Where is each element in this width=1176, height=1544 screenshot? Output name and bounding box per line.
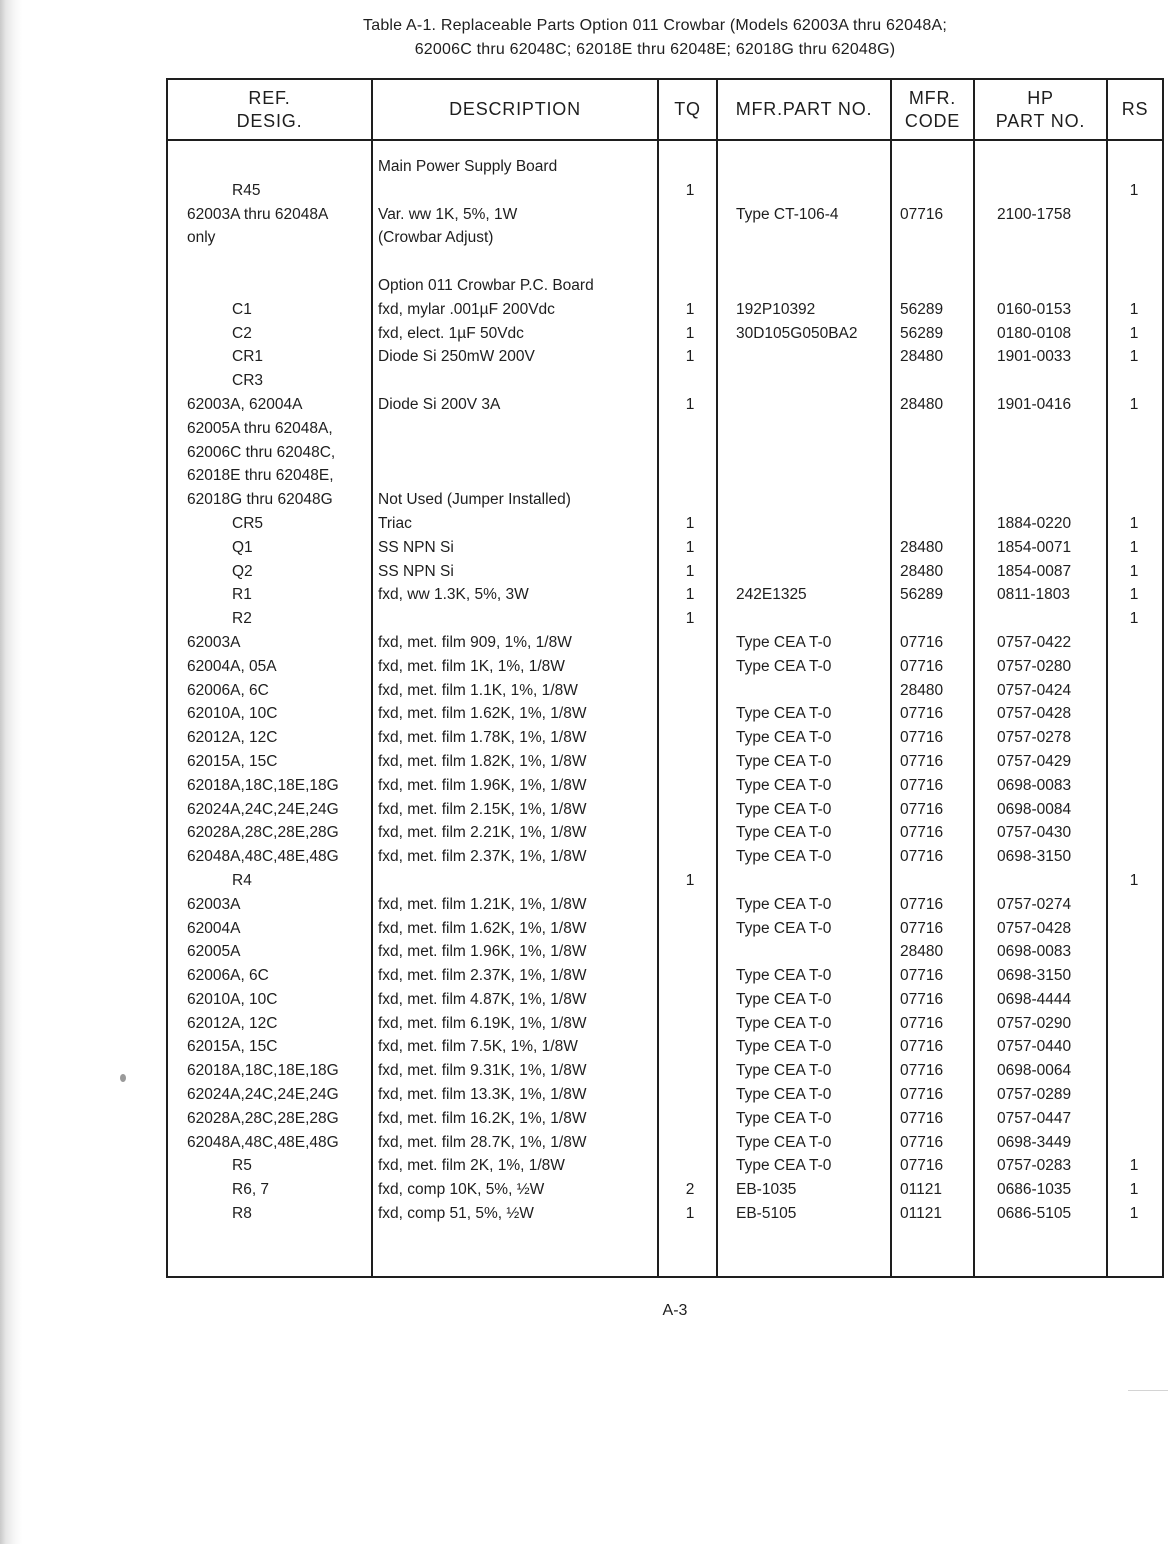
table-row (0, 464, 1176, 488)
ref-desig-cell: R5 (232, 1157, 252, 1175)
hp-part-cell: 0698-4444 (997, 990, 1072, 1008)
table-row (0, 345, 1176, 369)
table-row (0, 417, 1176, 441)
ref-desig-cell: R45 (232, 181, 261, 199)
mfr-part-cell: Type CEA T-0 (736, 729, 832, 747)
rs-cell: 1 (1129, 586, 1139, 604)
header-description-label: DESCRIPTION (449, 99, 581, 119)
mfr-code-cell: 28480 (900, 348, 944, 366)
ref-desig-cell: 62012A, 12C (187, 729, 278, 747)
description-cell: fxd, met. film 1.62K, 1%, 1/8W (378, 705, 587, 723)
table-row (0, 583, 1176, 607)
table-row (0, 1012, 1176, 1036)
hp-part-cell: 1854-0087 (997, 562, 1072, 580)
table-caption (240, 14, 1070, 62)
tq-cell: 1 (685, 562, 695, 580)
rs-cell: 1 (1129, 514, 1139, 532)
ref-desig-cell: 62010A, 10C (187, 705, 278, 723)
mfr-part-cell: Type CEA T-0 (736, 848, 832, 866)
table-row (0, 369, 1176, 393)
mfr-part-cell: EB-1035 (736, 1181, 797, 1199)
hp-part-cell: 0757-0422 (997, 633, 1072, 651)
description-cell: fxd, ww 1.3K, 5%, 3W (378, 586, 529, 604)
table-row (0, 1107, 1176, 1131)
table-row (0, 1178, 1176, 1202)
ref-desig-cell: R4 (232, 871, 252, 889)
ref-desig-cell: 62018A,18C,18E,18G (187, 776, 339, 794)
table-row (0, 821, 1176, 845)
hp-part-cell: 0698-0064 (997, 1062, 1072, 1080)
table-row (0, 536, 1176, 560)
hp-part-cell: 0698-3449 (997, 1133, 1072, 1151)
table-row (0, 702, 1176, 726)
mfr-code-cell: 28480 (900, 681, 944, 699)
table-row (0, 774, 1176, 798)
header-tq-label: TQ (674, 99, 701, 119)
rs-cell: 1 (1129, 538, 1139, 556)
mfr-code-cell: 56289 (900, 586, 944, 604)
table-row (0, 679, 1176, 703)
mfr-part-cell: Type CEA T-0 (736, 1157, 832, 1175)
hp-part-cell: 0757-0430 (997, 824, 1072, 842)
header-rs (1108, 80, 1162, 139)
description-cell: fxd, met. film 13.3K, 1%, 1/8W (378, 1086, 587, 1104)
ref-desig-cell: CR3 (232, 372, 264, 390)
mfr-part-cell: Type CEA T-0 (736, 752, 832, 770)
mfr-code-cell: 28480 (900, 538, 944, 556)
table-row (0, 512, 1176, 536)
mfr-code-cell: 07716 (900, 848, 944, 866)
table-row (0, 1202, 1176, 1226)
ref-desig-cell: 62005A (187, 943, 241, 961)
ref-desig-cell: R6, 7 (232, 1181, 270, 1199)
ref-desig-cell: 62005A thru 62048A, (187, 419, 333, 437)
description-cell: fxd, met. film 1.96K, 1%, 1/8W (378, 776, 587, 794)
ref-desig-cell: 62012A, 12C (187, 1014, 278, 1032)
mfr-code-cell: 07716 (900, 1086, 944, 1104)
table-row (0, 988, 1176, 1012)
table-row (0, 726, 1176, 750)
tq-cell: 1 (685, 324, 695, 342)
mfr-code-cell: 56289 (900, 300, 944, 318)
hp-part-cell: 0757-0274 (997, 895, 1072, 913)
mfr-code-cell: 07716 (900, 1014, 944, 1032)
description-cell: fxd, mylar .001µF 200Vdc (378, 300, 555, 318)
description-cell: fxd, met. film 2.21K, 1%, 1/8W (378, 824, 587, 842)
header-hp-line-2: PART NO. (995, 110, 1086, 131)
table-row (0, 250, 1176, 274)
mfr-code-cell: 07716 (900, 657, 944, 675)
rs-cell: 1 (1129, 300, 1139, 318)
hp-part-cell: 0757-0429 (997, 752, 1072, 770)
table-row (0, 203, 1176, 227)
ref-desig-cell: 62003A thru 62048A (187, 205, 329, 223)
mfr-code-cell: 07716 (900, 895, 944, 913)
hp-part-cell: 2100-1758 (997, 205, 1072, 223)
ref-desig-cell: CR1 (232, 348, 264, 366)
tq-cell: 1 (685, 1205, 695, 1223)
mfr-part-cell: Type CEA T-0 (736, 657, 832, 675)
table-row (0, 1083, 1176, 1107)
description-cell: fxd, met. film 7.5K, 1%, 1/8W (378, 1038, 578, 1056)
mfr-part-cell: Type CEA T-0 (736, 990, 832, 1008)
hp-part-cell: 1854-0071 (997, 538, 1072, 556)
mfr-code-cell: 07716 (900, 752, 944, 770)
hp-part-cell: 0811-1803 (997, 586, 1070, 604)
scan-speck (1128, 1390, 1168, 1391)
rs-cell: 1 (1129, 610, 1139, 628)
hp-part-cell: 0757-0447 (997, 1109, 1072, 1127)
ref-desig-cell: 62018E thru 62048E, (187, 467, 334, 485)
description-cell: Triac (378, 514, 412, 532)
table-row (0, 560, 1176, 584)
mfr-code-cell: 07716 (900, 967, 944, 985)
table-row (0, 393, 1176, 417)
table-row (0, 893, 1176, 917)
header-ref-desig (168, 80, 371, 139)
hp-part-cell: 1884-0220 (997, 514, 1072, 532)
table-row (0, 226, 1176, 250)
tq-cell: 1 (685, 871, 695, 889)
mfr-part-cell: Type CEA T-0 (736, 776, 832, 794)
mfr-part-cell: Type CEA T-0 (736, 800, 832, 818)
table-row (0, 750, 1176, 774)
hp-part-cell: 0698-3150 (997, 848, 1072, 866)
mfr-code-cell: 01121 (900, 1205, 942, 1223)
table-row (0, 179, 1176, 203)
hp-part-cell: 0698-0083 (997, 943, 1072, 961)
table-row (0, 1035, 1176, 1059)
mfr-part-cell: 242E1325 (736, 586, 807, 604)
mfr-code-cell: 07716 (900, 919, 944, 937)
ref-desig-cell: 62015A, 15C (187, 1038, 278, 1056)
hp-part-cell: 0757-0440 (997, 1038, 1072, 1056)
table-row (0, 917, 1176, 941)
mfr-code-cell: 07716 (900, 1133, 944, 1151)
ref-desig-cell: C2 (232, 324, 252, 342)
ref-desig-cell: 62048A,48C,48E,48G (187, 848, 339, 866)
rs-cell: 1 (1129, 1181, 1139, 1199)
parts-table-body (0, 155, 1176, 1226)
mfr-code-cell: 07716 (900, 633, 944, 651)
tq-cell: 1 (685, 300, 695, 318)
ref-desig-cell: R1 (232, 586, 252, 604)
ref-desig-cell: 62024A,24C,24E,24G (187, 1086, 339, 1104)
description-cell: fxd, met. film 1.1K, 1%, 1/8W (378, 681, 578, 699)
description-cell: fxd, met. film 2.15K, 1%, 1/8W (378, 800, 587, 818)
mfr-part-cell: Type CEA T-0 (736, 1014, 832, 1032)
ref-desig-cell: 62015A, 15C (187, 752, 278, 770)
mfr-code-cell: 07716 (900, 205, 944, 223)
mfr-part-cell: Type CEA T-0 (736, 1038, 832, 1056)
description-cell: fxd, met. film 28.7K, 1%, 1/8W (378, 1133, 587, 1151)
mfr-code-cell: 07716 (900, 705, 944, 723)
description-cell: fxd, met. film 1.62K, 1%, 1/8W (378, 919, 587, 937)
description-cell: fxd, met. film 1.82K, 1%, 1/8W (378, 752, 587, 770)
ref-desig-cell: 62003A, 62004A (187, 395, 303, 413)
ref-desig-cell: 62028A,28C,28E,28G (187, 824, 339, 842)
header-hp-part-no (975, 80, 1106, 139)
description-cell: Not Used (Jumper Installed) (378, 491, 571, 509)
tq-cell: 1 (685, 395, 695, 413)
header-description (373, 80, 657, 139)
mfr-part-cell: EB-5105 (736, 1205, 797, 1223)
table-row (0, 488, 1176, 512)
tq-cell: 1 (685, 348, 695, 366)
header-divider (168, 139, 1162, 141)
mfr-code-cell: 07716 (900, 776, 944, 794)
mfr-code-cell: 07716 (900, 1038, 944, 1056)
ref-desig-cell: 62004A (187, 919, 241, 937)
ref-desig-cell: 62003A (187, 633, 241, 651)
description-cell: Main Power Supply Board (378, 158, 558, 175)
description-cell: fxd, comp 51, 5%, ½W (378, 1205, 534, 1223)
ref-desig-cell: C1 (232, 300, 252, 318)
rs-cell: 1 (1129, 1205, 1139, 1223)
rs-cell: 1 (1129, 1157, 1139, 1175)
hp-part-cell: 0686-1035 (997, 1181, 1072, 1199)
hp-part-cell: 0757-0278 (997, 729, 1072, 747)
description-cell: fxd, met. film 4.87K, 1%, 1/8W (378, 990, 587, 1008)
table-row (0, 869, 1176, 893)
tq-cell: 1 (685, 538, 695, 556)
hp-part-cell: 0757-0424 (997, 681, 1072, 699)
ref-desig-cell: 62010A, 10C (187, 990, 278, 1008)
mfr-code-cell: 07716 (900, 1062, 944, 1080)
mfr-part-cell: Type CEA T-0 (736, 824, 832, 842)
description-cell: fxd, elect. 1µF 50Vdc (378, 324, 524, 342)
tq-cell: 1 (685, 610, 695, 628)
table-row (0, 1059, 1176, 1083)
ref-desig-cell: R2 (232, 610, 252, 628)
description-cell: fxd, met. film 1K, 1%, 1/8W (378, 657, 565, 675)
hp-part-cell: 0160-0153 (997, 300, 1072, 318)
hp-part-cell: 0757-0428 (997, 705, 1072, 723)
mfr-part-cell: Type CEA T-0 (736, 1086, 832, 1104)
table-row (0, 322, 1176, 346)
description-cell: fxd, met. film 9.31K, 1%, 1/8W (378, 1062, 587, 1080)
caption-line-2: 62006C thru 62048C; 62018E thru 62048E; 62018G thru 62048G) (414, 41, 896, 58)
header-mfr-code-line-1: MFR. (908, 87, 957, 108)
table-row (0, 441, 1176, 465)
description-cell: fxd, comp 10K, 5%, ½W (378, 1181, 545, 1199)
caption-line-1: Table A-1. Replaceable Parts Option 011 Crowbar (Models 62003A thru 62048A; (363, 17, 947, 34)
mfr-part-cell: 30D105G050BA2 (736, 324, 858, 342)
ref-desig-cell: R8 (232, 1205, 252, 1223)
description-cell: fxd, met. film 1.78K, 1%, 1/8W (378, 729, 587, 747)
mfr-code-cell: 07716 (900, 1109, 944, 1127)
hp-part-cell: 1901-0416 (997, 395, 1072, 413)
table-row (0, 607, 1176, 631)
tq-cell: 2 (685, 1181, 695, 1199)
mfr-code-cell: 28480 (900, 943, 944, 961)
ref-desig-cell: 62006C thru 62048C, (187, 443, 336, 461)
description-cell: fxd, met. film 2K, 1%, 1/8W (378, 1157, 565, 1175)
header-mfr-code-line-2: CODE (904, 110, 961, 131)
table-row (0, 298, 1176, 322)
ref-desig-cell: only (187, 229, 216, 247)
scan-speck (120, 1074, 126, 1082)
hp-part-cell: 0698-0083 (997, 776, 1072, 794)
table-row (0, 1154, 1176, 1178)
rs-cell: 1 (1129, 348, 1139, 366)
rs-cell: 1 (1129, 395, 1139, 413)
ref-desig-cell: 62048A,48C,48E,48G (187, 1133, 339, 1151)
tq-cell: 1 (685, 586, 695, 604)
mfr-part-cell: 192P10392 (736, 300, 816, 318)
mfr-code-cell: 28480 (900, 562, 944, 580)
table-row (0, 631, 1176, 655)
description-cell: SS NPN Si (378, 562, 454, 580)
mfr-code-cell: 07716 (900, 990, 944, 1008)
mfr-code-cell: 07716 (900, 800, 944, 818)
description-cell: fxd, met. film 6.19K, 1%, 1/8W (378, 1014, 587, 1032)
table-row (0, 940, 1176, 964)
ref-desig-cell: Q2 (232, 562, 253, 580)
rs-cell: 1 (1129, 181, 1139, 199)
ref-desig-cell: 62006A, 6C (187, 967, 269, 985)
table-row (0, 655, 1176, 679)
header-rs-label: RS (1121, 99, 1149, 119)
hp-part-cell: 0698-0084 (997, 800, 1072, 818)
tq-cell: 1 (685, 514, 695, 532)
header-hp-line-1: HP (1027, 87, 1054, 108)
description-cell: fxd, met. film 909, 1%, 1/8W (378, 633, 572, 651)
description-cell: Var. ww 1K, 5%, 1W (378, 205, 518, 223)
mfr-part-cell: Type CEA T-0 (736, 705, 832, 723)
hp-part-cell: 0698-3150 (997, 967, 1072, 985)
header-ref-line-1: REF. (248, 87, 291, 108)
ref-desig-cell: 62004A, 05A (187, 657, 277, 675)
mfr-code-cell: 07716 (900, 824, 944, 842)
rs-cell: 1 (1129, 871, 1139, 889)
mfr-part-cell: Type CEA T-0 (736, 1062, 832, 1080)
ref-desig-cell: 62028A,28C,28E,28G (187, 1109, 339, 1127)
table-row (0, 964, 1176, 988)
hp-part-cell: 0757-0283 (997, 1157, 1072, 1175)
mfr-code-cell: 07716 (900, 1157, 944, 1175)
mfr-code-cell: 56289 (900, 324, 944, 342)
table-row (0, 845, 1176, 869)
description-cell: fxd, met. film 16.2K, 1%, 1/8W (378, 1109, 587, 1127)
mfr-part-cell: Type CT-106-4 (736, 205, 839, 223)
hp-part-cell: 0686-5105 (997, 1205, 1072, 1223)
table-row (0, 1131, 1176, 1155)
table-row (0, 274, 1176, 298)
header-ref-line-2: DESIG. (236, 110, 303, 131)
description-cell: fxd, met. film 2.37K, 1%, 1/8W (378, 967, 587, 985)
header-mfr-part-no (718, 80, 890, 139)
description-cell: (Crowbar Adjust) (378, 229, 494, 247)
description-cell: Diode Si 200V 3A (378, 395, 501, 413)
rs-cell: 1 (1129, 324, 1139, 342)
mfr-part-cell: Type CEA T-0 (736, 633, 832, 651)
ref-desig-cell: CR5 (232, 514, 264, 532)
hp-part-cell: 0757-0290 (997, 1014, 1072, 1032)
hp-part-cell: 0757-0280 (997, 657, 1072, 675)
mfr-part-cell: Type CEA T-0 (736, 967, 832, 985)
ref-desig-cell: 62003A (187, 895, 241, 913)
hp-part-cell: 0757-0428 (997, 919, 1072, 937)
description-cell: SS NPN Si (378, 538, 454, 556)
rs-cell: 1 (1129, 562, 1139, 580)
table-row (0, 798, 1176, 822)
description-cell: Diode Si 250mW 200V (378, 348, 535, 366)
mfr-part-cell: Type CEA T-0 (736, 919, 832, 937)
hp-part-cell: 0757-0289 (997, 1086, 1072, 1104)
mfr-code-cell: 28480 (900, 395, 944, 413)
mfr-part-cell: Type CEA T-0 (736, 895, 832, 913)
mfr-code-cell: 07716 (900, 729, 944, 747)
mfr-code-cell: 01121 (900, 1181, 942, 1199)
mfr-part-cell: Type CEA T-0 (736, 1133, 832, 1151)
table-row (0, 155, 1176, 179)
ref-desig-cell: 62018G thru 62048G (187, 491, 333, 509)
hp-part-cell: 0180-0108 (997, 324, 1072, 342)
description-cell: fxd, met. film 1.96K, 1%, 1/8W (378, 943, 587, 961)
mfr-part-cell: Type CEA T-0 (736, 1109, 832, 1127)
header-mfr-code (892, 80, 973, 139)
ref-desig-cell: Q1 (232, 538, 253, 556)
header-mfr-part-label: MFR.PART NO. (735, 99, 873, 119)
description-cell: fxd, met. film 2.37K, 1%, 1/8W (378, 848, 587, 866)
page-number: A-3 (662, 1302, 688, 1319)
ref-desig-cell: 62006A, 6C (187, 681, 269, 699)
description-cell: Option 011 Crowbar P.C. Board (378, 276, 594, 294)
ref-desig-cell: 62018A,18C,18E,18G (187, 1062, 339, 1080)
ref-desig-cell: 62024A,24C,24E,24G (187, 800, 339, 818)
tq-cell: 1 (685, 181, 695, 199)
description-cell: fxd, met. film 1.21K, 1%, 1/8W (378, 895, 587, 913)
header-tq (659, 80, 716, 139)
hp-part-cell: 1901-0033 (997, 348, 1072, 366)
